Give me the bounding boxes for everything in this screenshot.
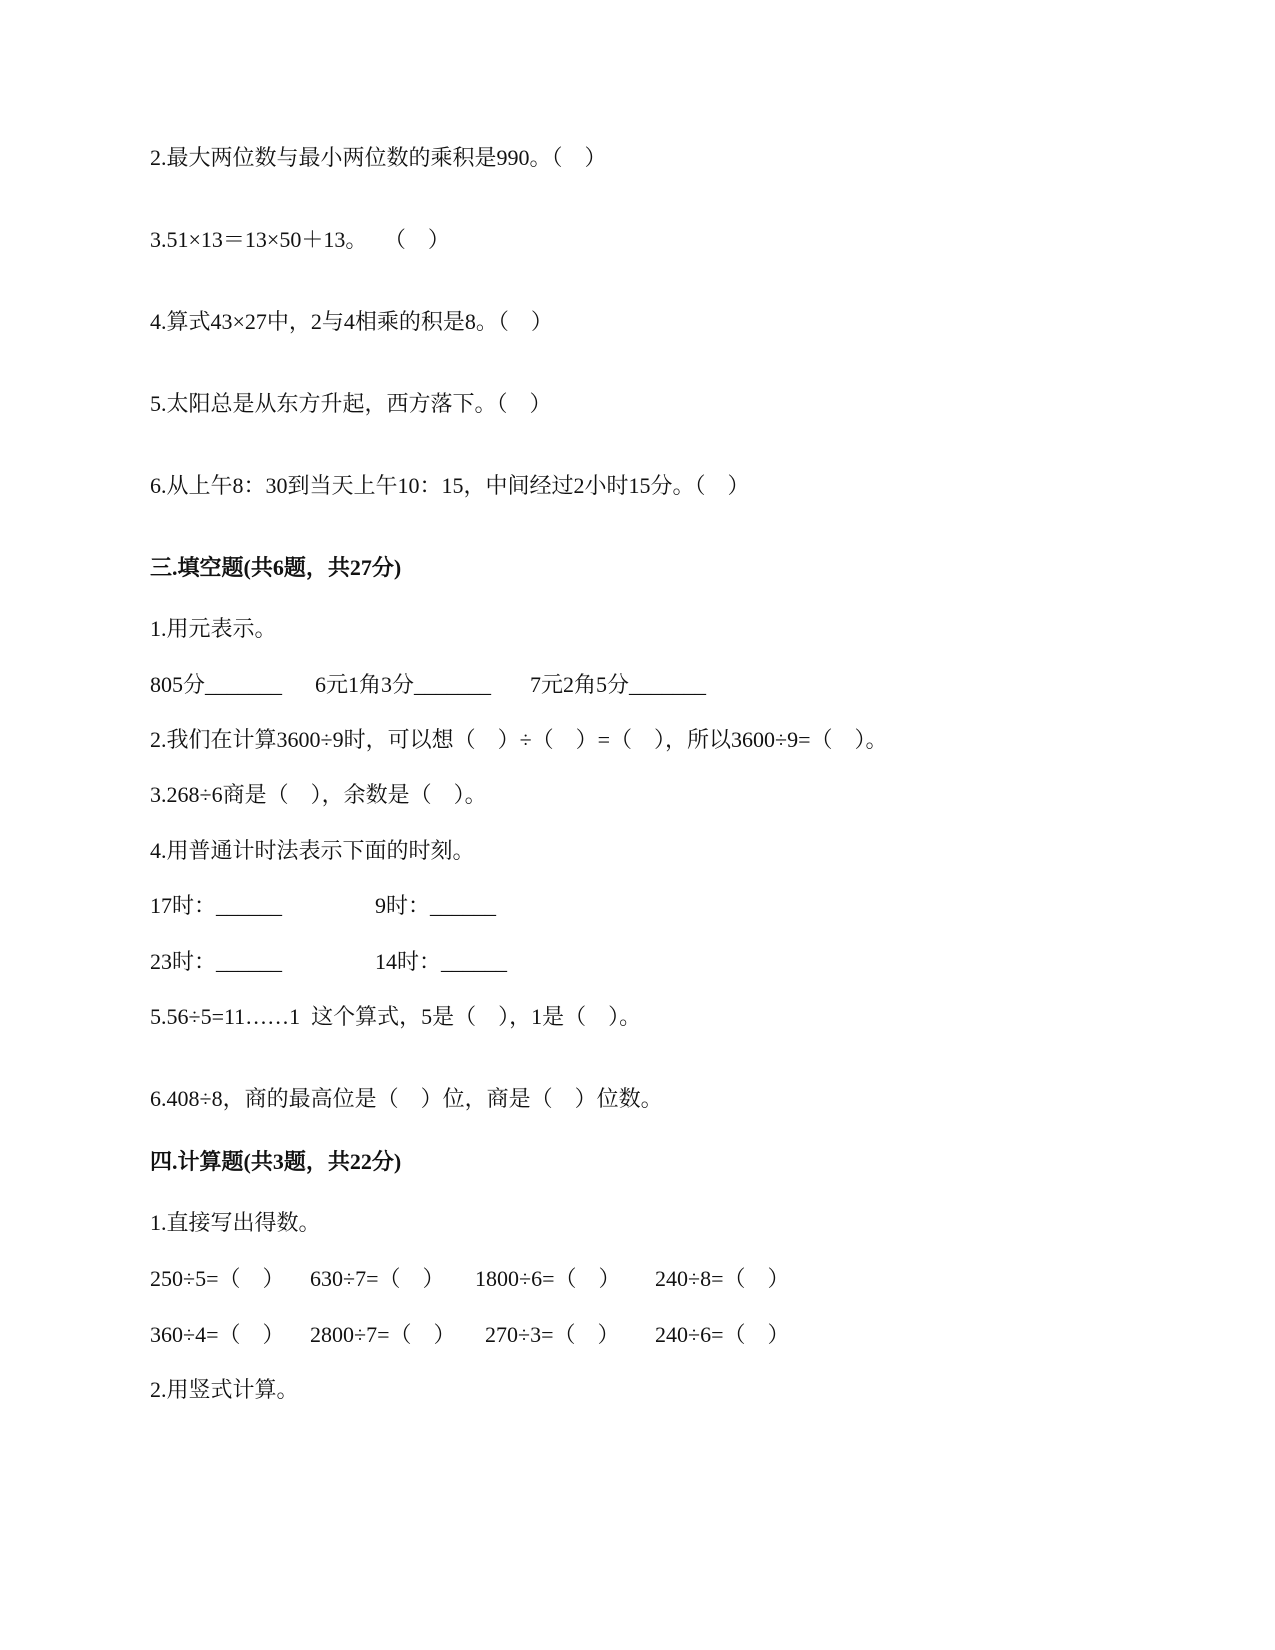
fill-item: 7元2角5分_______ bbox=[530, 672, 707, 697]
calc-question-1: 1.直接写出得数。 bbox=[150, 1210, 321, 1235]
calc-item: 2800÷7=（ ） bbox=[310, 1322, 456, 1347]
fill-item: 6元1角3分_______ bbox=[315, 672, 492, 697]
calc-item: 1800÷6=（ ） bbox=[475, 1266, 621, 1291]
time-item: 14时：______ bbox=[375, 949, 508, 974]
calc-item: 240÷6=（ ） bbox=[655, 1322, 790, 1347]
fill-question-4: 4.用普通计时法表示下面的时刻。 bbox=[150, 838, 475, 863]
calc-question-2: 2.用竖式计算。 bbox=[150, 1377, 299, 1402]
time-item: 23时：______ bbox=[150, 949, 283, 974]
time-item: 17时：______ bbox=[150, 893, 283, 918]
fill-section-heading: 三.填空题(共6题，共27分) bbox=[150, 555, 402, 580]
calc-item: 360÷4=（ ） bbox=[150, 1322, 285, 1347]
calc-item: 250÷5=（ ） bbox=[150, 1266, 285, 1291]
judge-question-2: 2.最大两位数与最小两位数的乘积是990。（ ） bbox=[150, 145, 607, 170]
fill-question-3: 3.268÷6商是（ ），余数是（ ）。 bbox=[150, 782, 487, 807]
judge-question-5: 5.太阳总是从东方升起，西方落下。（ ） bbox=[150, 391, 552, 416]
calc-item: 270÷3=（ ） bbox=[485, 1322, 620, 1347]
fill-question-1: 1.用元表示。 bbox=[150, 616, 277, 641]
time-item: 9时：______ bbox=[375, 893, 497, 918]
judge-question-4: 4.算式43×27中，2与4相乘的积是8。（ ） bbox=[150, 309, 553, 334]
judge-question-6: 6.从上午8：30到当天上午10：15，中间经过2小时15分。（ ） bbox=[150, 473, 750, 498]
calc-section-heading: 四.计算题(共3题，共22分) bbox=[150, 1149, 402, 1174]
calc-item: 240÷8=（ ） bbox=[655, 1266, 790, 1291]
calc-item: 630÷7=（ ） bbox=[310, 1266, 445, 1291]
fill-question-6: 6.408÷8，商的最高位是（ ）位，商是（ ）位数。 bbox=[150, 1086, 663, 1111]
fill-question-2: 2.我们在计算3600÷9时，可以想（ ）÷（ ）=（ ），所以3600÷9=（ ）。 bbox=[150, 727, 888, 752]
fill-question-5: 5.56÷5=11……1 这个算式，5是（ ），1是（ ）。 bbox=[150, 1004, 642, 1029]
fill-item: 805分_______ bbox=[150, 672, 283, 697]
judge-question-3: 3.51×13＝13×50＋13。 （ ） bbox=[150, 227, 450, 252]
